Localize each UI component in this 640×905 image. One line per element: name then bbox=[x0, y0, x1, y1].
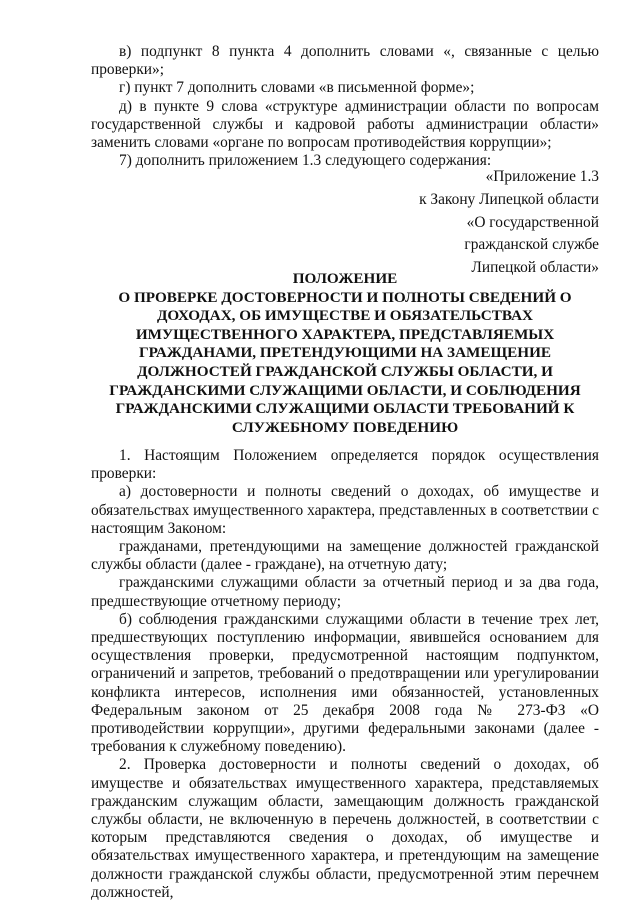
title-line-3: ИМУЩЕСТВЕННОГО ХАРАКТЕРА, ПРЕДСТАВЛЯЕМЫХ bbox=[135, 325, 555, 343]
amendment-item-7: 7) дополнить приложением 1.3 следующего содержания: bbox=[119, 152, 492, 170]
amendment-item-d: д) в пункте 9 слова «структуре администрации области по вопросам государственной службы и кадровой работы администрации области» заменить словами «органе по вопросам противодействия коррупции»; bbox=[91, 97, 599, 152]
appendix-line-4: гражданской службе bbox=[464, 236, 599, 254]
title-line-8: СЛУЖЕБНОМУ ПОВЕДЕНИЮ bbox=[231, 418, 459, 436]
title-line-6: ГРАЖДАНСКИМИ СЛУЖАЩИМИ ОБЛАСТИ, И СОБЛЮДЕНИЯ bbox=[109, 381, 581, 399]
title-line-2: ДОХОДАХ, ОБ ИМУЩЕСТВЕ И ОБЯЗАТЕЛЬСТВАХ bbox=[156, 307, 534, 325]
appendix-line-2: к Закону Липецкой области bbox=[419, 190, 599, 208]
appendix-line-5: Липецкой области» bbox=[471, 259, 599, 277]
title-heading: ПОЛОЖЕНИЕ bbox=[292, 270, 398, 287]
appendix-line-3: «О государственной bbox=[466, 213, 599, 231]
paragraph-2: 2. Проверка достоверности и полноты сведений о доходах, об имуществе и обязательствах имущественного характера, представляемых гражданским служащим области, замещающим должность гражданской службы области, не включенную в перечень должностей, в соответствии с которым представляются сведения о доходах, об имуществе и обязательствах имущественного характера, и претендующим на замещение должности гражданской службы области, предусмотренной этим перечнем должностей, bbox=[91, 756, 599, 901]
amendments-block bbox=[91, 43, 599, 170]
paragraph-1-a: а) достоверности и полноты сведений о доходах, об имуществе и обязательствах имущественного характера, представленных в соответствии с настоящим Законом: bbox=[91, 483, 599, 537]
paragraph-1-b: б) соблюдения гражданскими служащими области в течение трех лет, предшествующих поступлению информации, явившейся основанием для осуществления проверки, предусмотренной настоящим подпунктом, ограничений и запретов, требований о предотвращении или урегулировании конфликта интересов, исполнения ими обязанностей, установленных Федеральным законом от 25 декабря 2008 года № 273-ФЗ «О противодействии коррупции», другими федеральными законами (далее - требования к служебному поведению). bbox=[91, 610, 599, 756]
title-line-7: ГРАЖДАНСКИМИ СЛУЖАЩИМИ ОБЛАСТИ ТРЕБОВАНИЙ К bbox=[115, 400, 575, 418]
paragraph-1: 1. Настоящим Положением определяется порядок осуществления проверки: bbox=[91, 447, 599, 483]
amendment-item-g: г) пункт 7 дополнить словами «в письменной форме»; bbox=[119, 79, 475, 97]
body-text bbox=[91, 447, 599, 902]
title-line-5: ДОЛЖНОСТЕЙ ГРАЖДАНСКОЙ СЛУЖБЫ ОБЛАСТИ, И bbox=[137, 362, 553, 380]
title-line-1: О ПРОВЕРКЕ ДОСТОВЕРНОСТИ И ПОЛНОТЫ СВЕДЕНИЙ О bbox=[118, 288, 572, 306]
amendment-item-v: в) подпункт 8 пункта 4 дополнить словами «, связанные с целью проверки»; bbox=[91, 43, 599, 79]
paragraph-1-a-citizens: гражданами, претендующими на замещение должностей гражданской службы области (далее - граждане), на отчетную дату; bbox=[91, 538, 599, 574]
title-line-4: ГРАЖДАНАМИ, ПРЕТЕНДУЮЩИМИ НА ЗАМЕЩЕНИЕ bbox=[138, 344, 552, 362]
paragraph-1-a-servants: гражданскими служащими области за отчетный период и за два года, предшествующие отчетному периоду; bbox=[91, 574, 599, 610]
document-title bbox=[91, 270, 599, 437]
appendix-header bbox=[339, 166, 599, 280]
appendix-line-1: «Приложение 1.3 bbox=[485, 168, 599, 185]
